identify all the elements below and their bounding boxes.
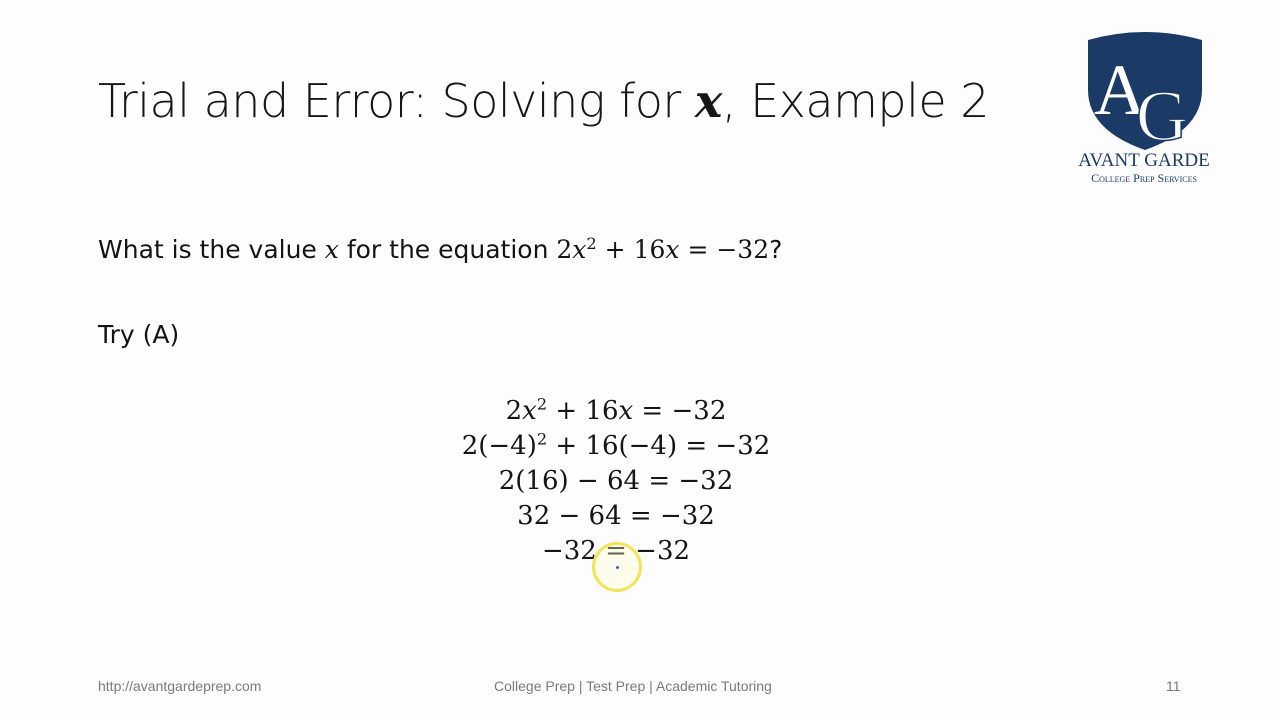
question-variable: x [324,235,339,264]
footer-tagline: College Prep | Test Prep | Academic Tutoring [494,678,772,694]
question-prefix: What is the value [98,235,325,264]
work-line-4: 32 − 64 = −32 [517,501,715,531]
question-equation: $2x^2 + 16x = -32$ [556,234,770,264]
question-end: ? [769,235,783,264]
try-label: Try (A) [98,320,180,349]
logo-letter-a: A [1094,50,1146,130]
page-number: 11 [1166,678,1181,694]
work-line-2: $2(-4)^2 + 16(-4) = -32$ [461,429,771,461]
logo-letter-g: G [1136,76,1188,156]
slide-title [98,74,989,128]
cursor-pointer [616,566,619,569]
work-line-1: $2x^2 + 16x = -32$ [505,394,727,426]
work-line-3: 2(16) − 64 = −32 [498,466,734,496]
title-prefix: Trial and Error: Solving for [98,74,695,128]
logo-tagline: College Prep Services [1091,171,1197,185]
question-text [98,235,782,264]
question-middle: for the equation [338,235,557,264]
logo-name: AVANT GARDE [1078,150,1210,171]
title-suffix: , Example 2 [721,74,990,128]
footer-url[interactable]: http://avantgardeprep.com [98,678,262,694]
work-line-5: −32 = −32 [541,536,691,566]
title-variable: x [694,74,722,128]
